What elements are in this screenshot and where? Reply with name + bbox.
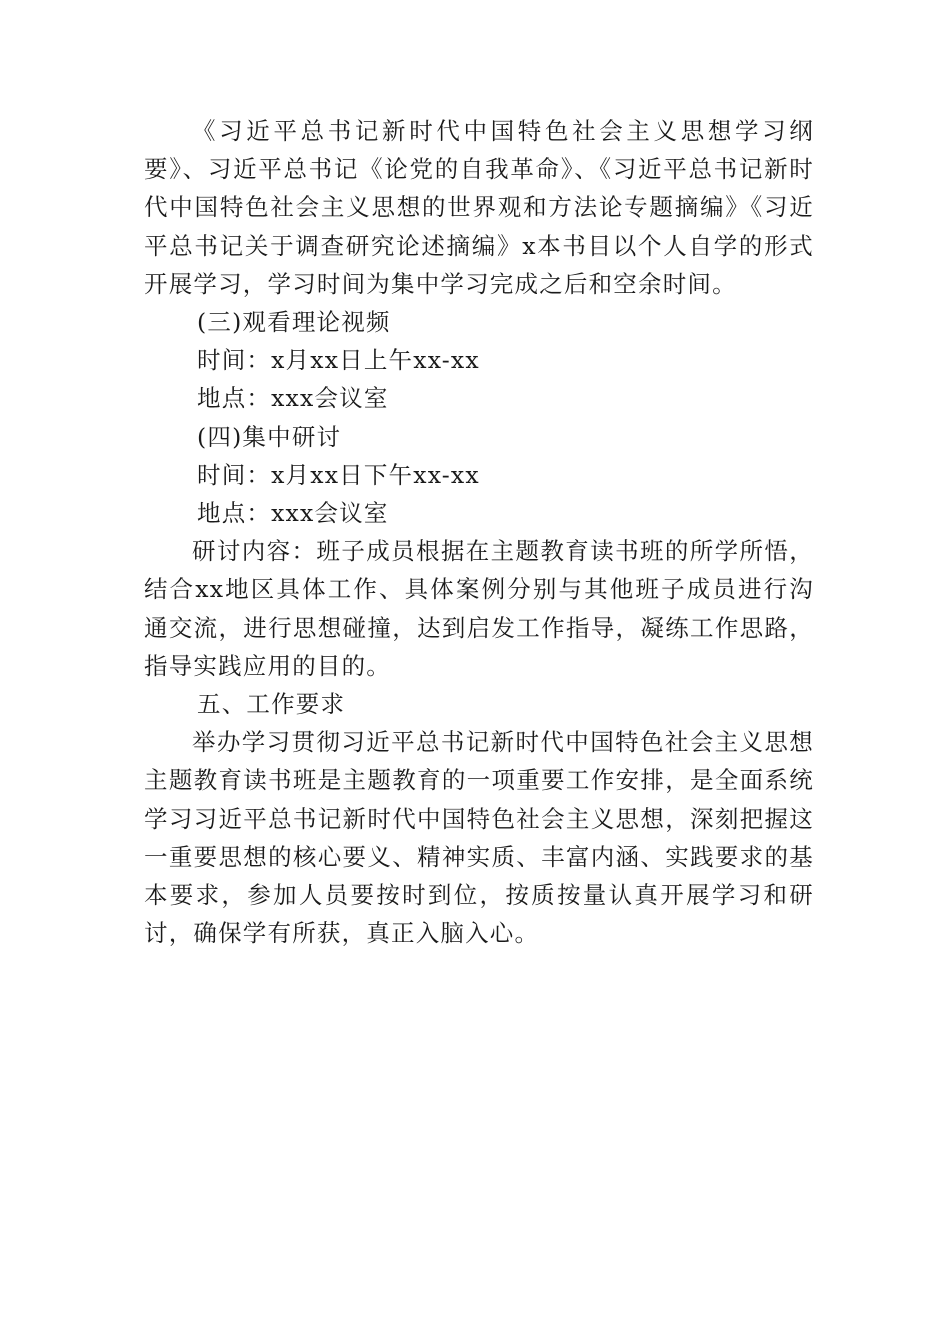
watch-videos-time: 时间：x月xx日上午xx-xx xyxy=(197,346,480,375)
self-study-paragraph: 《习近平总书记新时代中国特色社会主义思想学习纲要》、习近平总书记《论党的自我革命》、《习近平总书记新时代中国特色社会主义思想的世界观和方法论专题摘编》《习近平总书记关于调查研究论述摘编》x本书目以个人自学的形式开展学习，学习时间为集中学习完成之后和空余时间。 xyxy=(144,117,814,298)
section-heading-discussion: (四)集中研讨 xyxy=(197,422,342,451)
document-body xyxy=(144,112,814,952)
discussion-time: 时间：x月xx日下午xx-xx xyxy=(197,460,480,489)
section-heading-requirements: 五、工作要求 xyxy=(197,690,346,719)
section-heading-watch-videos: (三)观看理论视频 xyxy=(197,308,391,337)
requirements-paragraph: 举办学习贯彻习近平总书记新时代中国特色社会主义思想主题教育读书班是主题教育的一项重要工作安排，是全面系统学习习近平总书记新时代中国特色社会主义思想，深刻把握这一重要思想的核心要义、精神实质、丰富内涵、实践要求的基本要求，参加人员要按时到位，按质按量认真开展学习和研讨，确保学有所获，真正入脑入心。 xyxy=(144,728,814,948)
watch-videos-place: 地点：xxx会议室 xyxy=(197,384,389,413)
discussion-content-paragraph: 研讨内容：班子成员根据在主题教育读书班的所学所悟，结合xx地区具体工作、具体案例分别与其他班子成员进行沟通交流，进行思想碰撞，达到启发工作指导，凝练工作思路，指导实践应用的目的。 xyxy=(144,537,814,680)
discussion-place: 地点：xxx会议室 xyxy=(197,499,389,528)
